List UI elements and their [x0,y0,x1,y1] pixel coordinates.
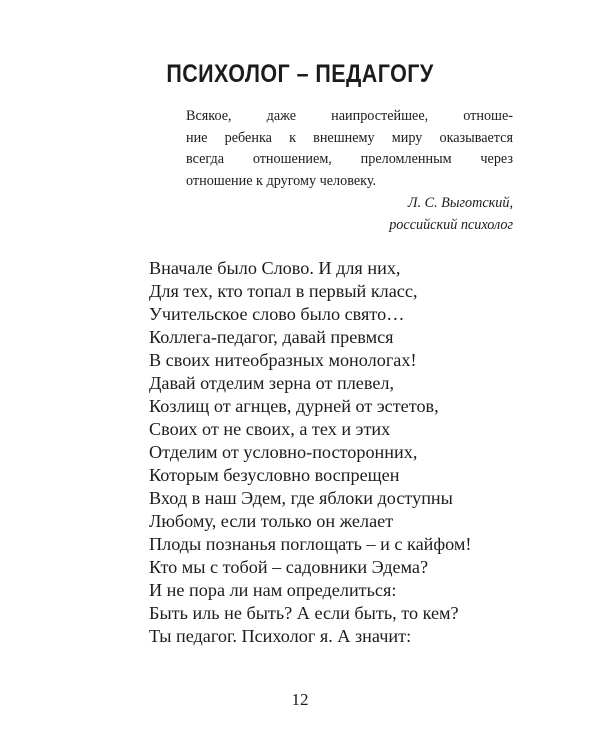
poem-line: Плоды познанья поглощать – и с кайфом! [149,534,472,554]
page-number: 12 [291,690,309,709]
poem-line: Быть иль не быть? А если быть, то кем? [149,603,459,623]
epigraph-author-role: российский психолог [389,217,513,233]
poem-line: Для тех, кто топал в первый класс, [149,281,418,301]
epigraph-line: отношение к другому человеку. [186,172,377,189]
poem-line: Вход в наш Эдем, где яблоки доступны [149,488,453,508]
epigraph-attribution [389,192,513,236]
epigraph [186,106,513,192]
epigraph-line: Всякое, даже наипростейшее, отноше- [186,108,513,124]
page-title: ПСИХОЛОГ – ПЕДАГОГУ [166,60,434,88]
poem-line: В своих нитеобразных монологах! [149,350,417,370]
epigraph-author: Л. С. Выготский, [407,195,513,211]
poem-line: Учительское слово было свято… [149,304,405,324]
poem-line: И не пора ли нам определиться: [149,580,397,600]
poem-line: Козлищ от агнцев, дурней от эстетов, [149,396,439,416]
poem-line: Ты педагог. Психолог я. А значит: [149,626,412,646]
poem-line: Вначале было Слово. И для них, [149,258,401,278]
poem-line: Которым безусловно воспрещен [149,465,400,485]
poem-line: Давай отделим зерна от плевел, [149,373,395,393]
poem-line: Коллега-педагог, давай превмся [149,327,394,347]
poem-line: Кто мы с тобой – садовники Эдема? [149,557,429,577]
epigraph-line: ние ребенка к внешнему миру оказывается [186,129,513,146]
epigraph-line: всегда отношением, преломленным через [186,151,513,167]
poem-line: Любому, если только он желает [149,511,394,531]
poem-line: Своих от не своих, а тех и этих [149,419,391,439]
poem-line: Отделим от условно-посторонних, [149,442,418,462]
poem [149,257,472,648]
